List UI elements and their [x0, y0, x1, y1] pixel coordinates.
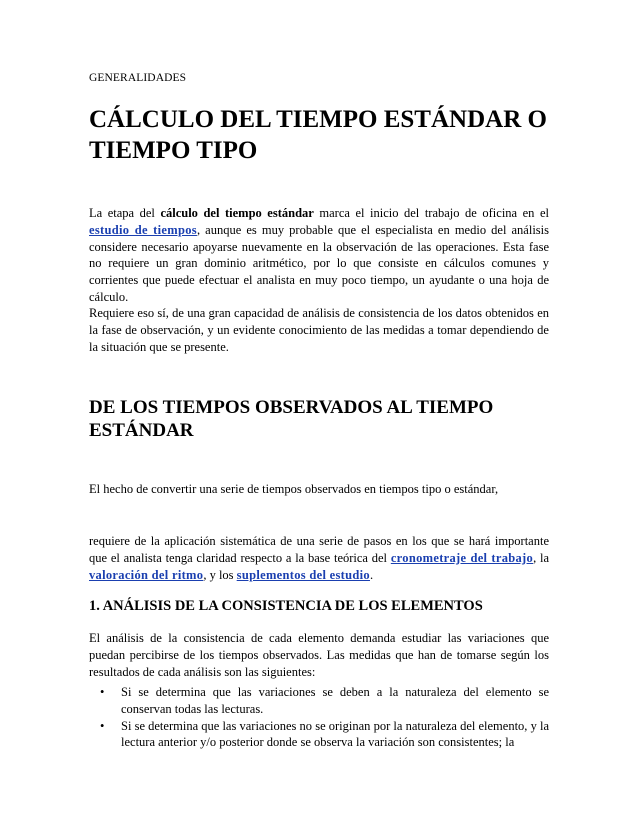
intro-paragraph-1: La etapa del cálculo del tiempo estándar marca el inicio del trabajo de oficina en el estudio de tiempos, aunque es muy probable que el especialista en medio del análisis considere necesario apoyarse nuevamente en la observación de las operaciones. Esta fase no requiere un gran dominio aritmético, por lo que consiste en cálculos comunes y corrientes que puede efectuar el analista en muy poco tiempo, un ayudante o una hoja de cálculo. — [89, 206, 550, 304]
section-label: GENERALIDADES — [89, 72, 187, 84]
section-heading-analisis-consistencia: 1. ANÁLISIS DE LA CONSISTENCIA DE LOS ELEMENTOS — [89, 598, 483, 614]
bullet-glyph: • — [100, 685, 105, 699]
bullet-glyph: • — [100, 718, 105, 733]
link-estudio-de-tiempos[interactable]: estudio de tiempos — [89, 222, 197, 237]
section-heading-tiempos-observados: DE LOS TIEMPOS OBSERVADOS AL TIEMPO ESTÁNDAR — [89, 397, 494, 441]
link-cronometraje-del-trabajo[interactable]: cronometraje del trabajo — [390, 550, 534, 565]
page-title: CÁLCULO DEL TIEMPO ESTÁNDAR O TIEMPO TIPO — [89, 106, 547, 164]
intro-paragraph-2: Requiere eso sí, de una gran capacidad de análisis de consistencia de los datos obtenidos en la fase de observación, y un evidente conocimiento de las medidas a tomar dependiendo de la situación que se presente. — [89, 306, 549, 354]
section2-paragraph-2: requiere de la aplicación sistemática de una serie de pasos en los que se hará importante que el analista tenga claridad respecto a la base teórica del cronometraje del trabajo, la valoración del ritmo, y los suplementos del estudio. — [89, 534, 549, 582]
bullet-list — [89, 684, 549, 751]
section2-paragraph-1: El hecho de convertir una serie de tiempos observados en tiempos tipo o estándar, — [89, 482, 499, 496]
link-suplementos-del-estudio[interactable]: suplementos del estudio — [236, 567, 370, 582]
bold-term: cálculo del tiempo estándar — [160, 206, 314, 220]
list-item: • Si se determina que las variaciones no se originan por la naturaleza del elemento, y la lectura anterior y/o posterior donde se observa la variación son consistentes; la — [100, 718, 549, 750]
section3-paragraph-1: El análisis de la consistencia de cada elemento demanda estudiar las variaciones que puedan percibirse de los tiempos observados. Las medidas que han de tomarse según los resultados de cada análisis son las siguientes: — [89, 631, 549, 679]
list-item: • Si se determina que las variaciones se deben a la naturaleza del elemento se conservan todas las lecturas. — [100, 685, 549, 716]
link-valoracion-del-ritmo[interactable]: valoración del ritmo — [89, 567, 204, 582]
